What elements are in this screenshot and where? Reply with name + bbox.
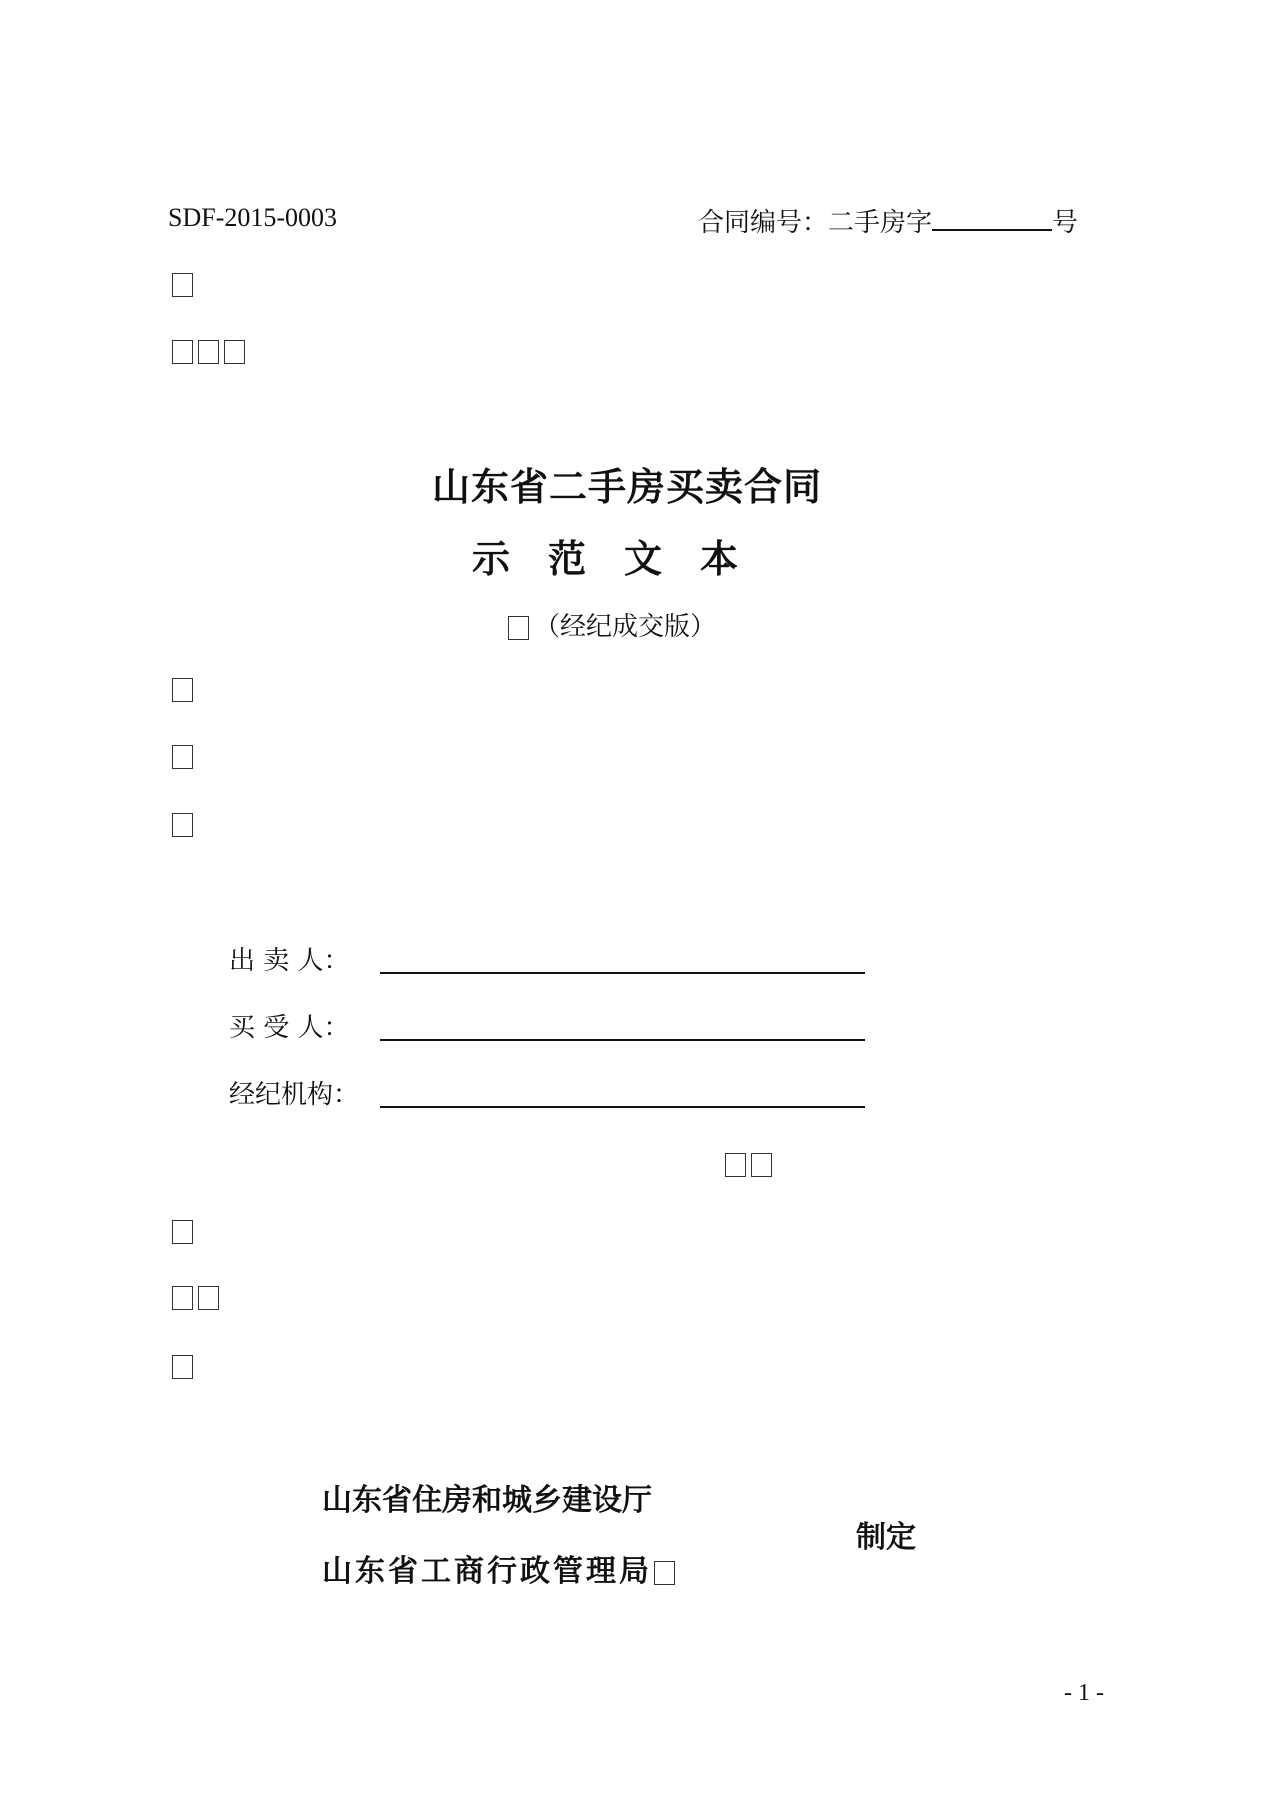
issuer-commerce-bureau: 山东省工商行政管理局 (322, 1546, 680, 1590)
contract-number-label: 合同编号：二手房字 (698, 208, 933, 238)
edition-label (508, 606, 716, 643)
issued-by-label: 制定 (856, 1520, 916, 1555)
placeholder-glyphs (172, 1220, 198, 1244)
placeholder-glyphs (172, 1355, 198, 1379)
document-subtitle: 示 范 文 本 (472, 537, 739, 581)
contract-number-blank (932, 229, 1052, 231)
placeholder-glyphs (725, 1153, 777, 1177)
placeholder-glyphs (172, 745, 198, 769)
page-number: - 1 - (1064, 1680, 1104, 1706)
document-code: SDF-2015-0003 (168, 203, 338, 232)
buyer-label: 买 受 人： (229, 1013, 350, 1043)
agency-field[interactable] (380, 1106, 865, 1108)
seller-field[interactable] (380, 972, 865, 974)
placeholder-glyphs (172, 273, 198, 297)
edition-text: （经纪成交版） (534, 612, 717, 642)
contract-number-suffix: 号 (1052, 208, 1079, 238)
issuer-housing-department: 山东省住房和城乡建设厅 (322, 1483, 652, 1518)
placeholder-glyphs (172, 813, 198, 837)
placeholder-glyphs (172, 340, 250, 364)
placeholder-glyphs (172, 678, 198, 702)
document-title: 山东省二手房买卖合同 (432, 465, 823, 509)
seller-label: 出 卖 人： (229, 946, 350, 976)
agency-label: 经纪机构： (229, 1080, 360, 1110)
placeholder-glyphs (172, 1286, 224, 1310)
buyer-field[interactable] (380, 1039, 865, 1041)
contract-number (698, 202, 1078, 239)
